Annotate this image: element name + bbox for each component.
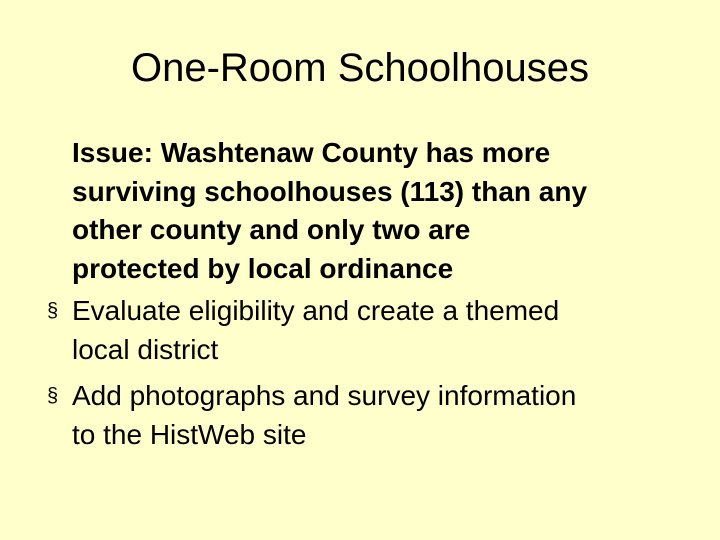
bullet-text: Evaluate eligibility and create a themed local district	[72, 295, 560, 365]
bullet-icon: §	[47, 300, 59, 322]
issue-paragraph: Issue: Washtenaw County has more surviving schoolhouses (113) than any other county and only two are protected by local ordinance	[72, 137, 588, 284]
bullet-icon: §	[47, 385, 59, 407]
slide-title: One-Room Schoolhouses	[130, 46, 590, 90]
bullet-text: Add photographs and survey information to the HistWeb site	[72, 380, 577, 450]
